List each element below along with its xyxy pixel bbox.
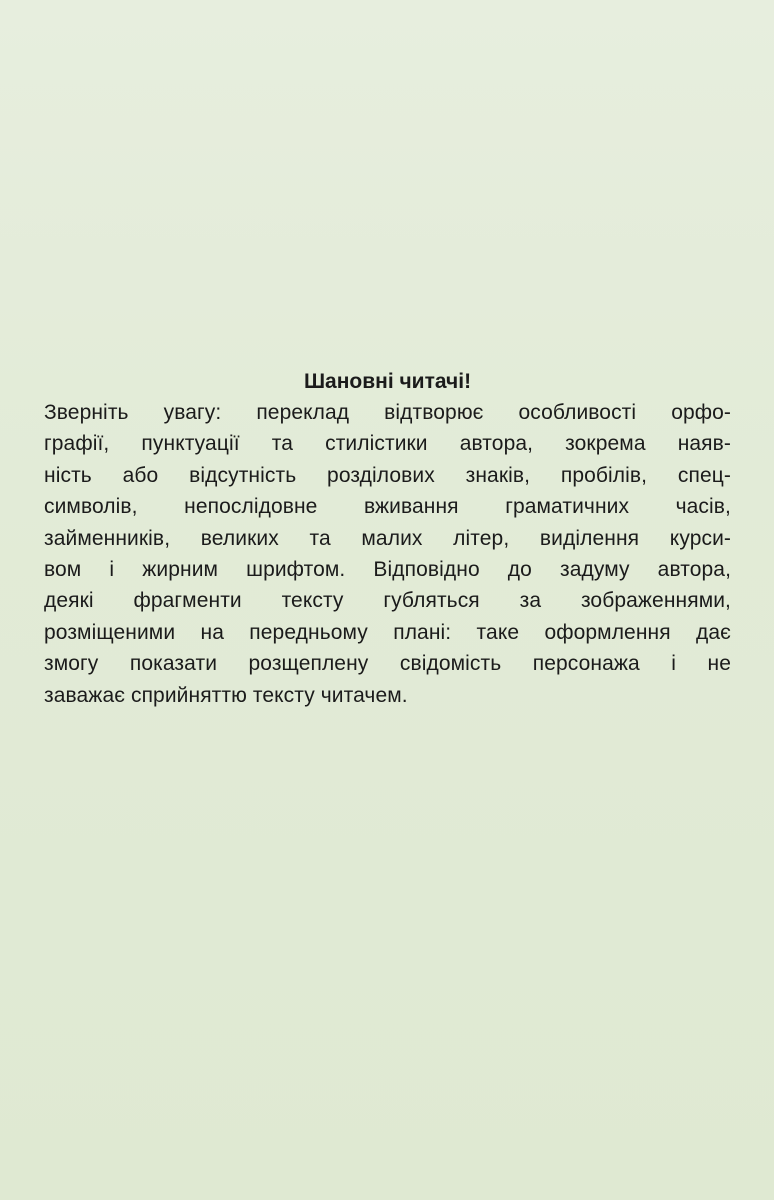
- notice-line: змогу показати розщеплену свідомість персонажа і не: [44, 652, 731, 676]
- notice-line: символів, непослідовне вживання граматичних часів,: [44, 495, 731, 519]
- notice-line: розміщеними на передньому плані: таке оформлення дає: [44, 620, 731, 644]
- notice-line: Зверніть увагу: переклад відтворює особливості орфо-: [44, 401, 731, 424]
- notice-line: вом і жирним шрифтом. Відповідно до задуму автора,: [44, 557, 731, 581]
- notice-line: деякі фрагменти тексту губляться за зображеннями,: [44, 589, 731, 613]
- notice-line: ність або відсутність розділових знаків, пробілів, спец-: [44, 463, 731, 487]
- notice-line: заважає сприйняттю тексту читачем.: [44, 683, 408, 707]
- notice-body: [44, 397, 731, 711]
- notice-line: займенників, великих та малих літер, виділення курси-: [44, 526, 731, 550]
- reader-notice: [44, 366, 731, 711]
- notice-line: графії, пунктуації та стилістики автора, зокрема наяв-: [44, 432, 731, 456]
- notice-title: Шановні читачі!: [303, 370, 472, 393]
